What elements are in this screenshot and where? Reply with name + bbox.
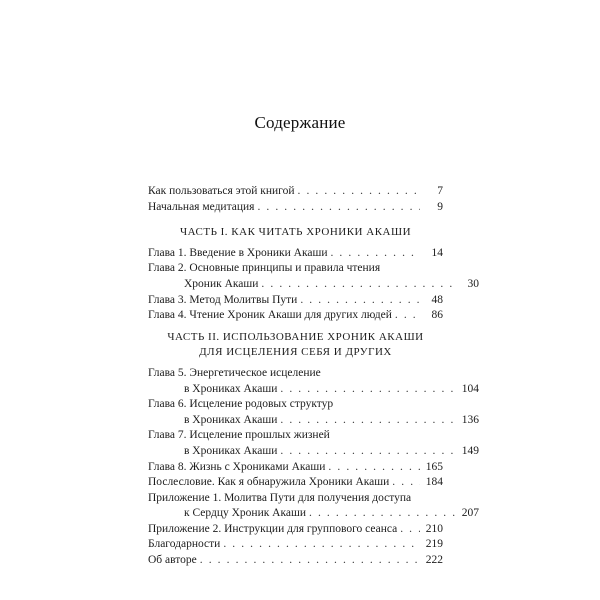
toc-page-number: 9 [437,200,443,213]
toc-page-number: 165 [425,460,443,473]
dot-leader [330,246,420,262]
part-2-heading-line1: ЧАСТЬ II. ИСПОЛЬЗОВАНИЕ ХРОНИК АКАШИ [167,330,424,343]
toc-entry-label-line1: Глава 2. Основные принципы и правила чтения [148,262,381,275]
toc-entry-label-line2: в Хрониках Акаши [184,413,278,426]
toc-page-number: 222 [425,554,443,567]
toc-entry-label: Глава 4. Чтение Хроник Акаши для других людей [148,309,392,322]
dot-leader [328,460,420,476]
part-2-heading-line2: ДЛЯ ИСЦЕЛЕНИЯ СЕБЯ И ДРУГИХ [199,346,392,359]
toc-entry-initial-meditation [148,200,443,216]
toc-entry-label: Об авторе [148,554,197,567]
dot-leader [280,444,456,460]
page-title: Содержание [254,113,346,132]
toc-entry-about-author [148,553,443,569]
toc-entry-label-line1: Глава 5. Энергетическое исцеление [148,366,321,379]
toc-page-number: 104 [461,382,479,395]
table-of-contents [148,184,479,569]
toc-page-number: 14 [431,246,443,259]
toc-entry-label-line2: в Хрониках Акаши [184,444,278,457]
toc-entry-label: Приложение 2. Инструкции для группового сеанса [148,522,398,535]
dot-leader [309,506,456,522]
toc-entry-chapter-8 [148,460,443,476]
toc-entry-how-to-use [148,184,443,200]
toc-entry-appendix-1 [148,491,479,522]
toc-entry-label: Начальная медитация [148,200,255,213]
toc-entry-chapter-1 [148,246,443,262]
toc-entry-chapter-3 [148,293,443,309]
dot-leader [300,293,420,309]
toc-entry-label: Послесловие. Как я обнаружила Хроники Акаши [148,476,390,489]
dot-leader [392,475,420,491]
toc-entry-acknowledgements [148,537,443,553]
toc-entry-chapter-7 [148,428,479,459]
toc-entry-chapter-2 [148,261,479,292]
toc-entry-label-line1: Глава 6. Исцеление родовых структур [148,398,334,411]
toc-entry-chapter-5 [148,366,479,397]
toc-entry-appendix-2 [148,522,443,538]
toc-entry-label: Глава 1. Введение в Хроники Акаши [148,246,328,259]
dot-leader [400,522,420,538]
toc-entry-label-line2: Хроник Акаши [184,277,259,290]
part-1-heading: ЧАСТЬ I. КАК ЧИТАТЬ ХРОНИКИ АКАШИ [179,226,412,239]
toc-page-number: 184 [425,476,443,489]
dot-leader [261,277,456,293]
toc-page-number: 207 [461,507,479,520]
toc-entry-afterword [148,475,443,491]
toc-page-number: 30 [467,277,479,290]
dot-leader [395,308,420,324]
dot-leader [223,537,420,553]
dot-leader [280,382,456,398]
dot-leader [200,553,420,569]
toc-page-number: 210 [425,522,443,535]
toc-entry-label-line2: к Сердцу Хроник Акаши [184,507,307,520]
toc-entry-label: Глава 3. Метод Молитвы Пути [148,293,298,306]
dot-leader [280,413,456,429]
toc-page-number: 136 [461,413,479,426]
dot-leader [257,200,420,216]
dot-leader [298,184,421,200]
toc-page-number: 7 [437,185,443,197]
toc-entry-chapter-4 [148,308,443,324]
toc-page-number: 48 [431,293,443,306]
toc-entry-label: Как пользоваться этой книгой [148,185,295,197]
toc-page-number: 149 [461,444,479,457]
toc-entry-label: Глава 8. Жизнь с Хрониками Акаши [148,460,326,473]
toc-entry-label: Благодарности [148,538,221,551]
toc-entry-chapter-6 [148,397,479,428]
toc-entry-label-line1: Глава 7. Исцеление прошлых жизней [148,429,330,442]
toc-entry-label-line1: Приложение 1. Молитва Пути для получения доступа [148,491,412,504]
toc-entry-label-line2: в Хрониках Акаши [184,382,278,395]
toc-page-number: 86 [431,309,443,322]
toc-page-number: 219 [425,538,443,551]
